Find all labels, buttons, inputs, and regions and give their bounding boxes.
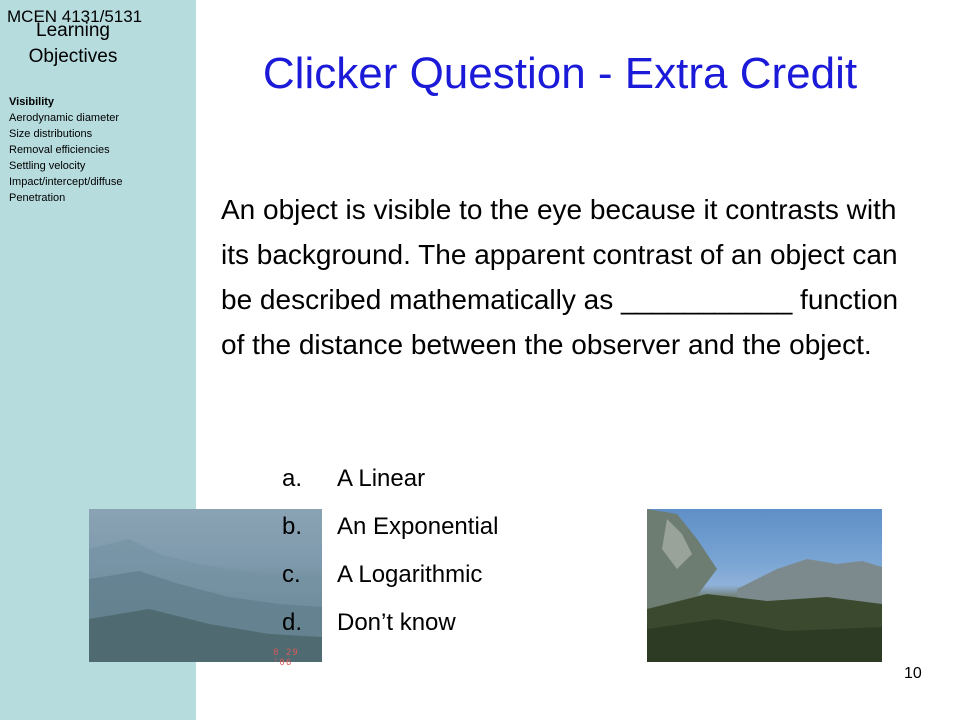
clear-mountain-photo bbox=[647, 509, 882, 662]
photo-date-stamp: 8 29 '06 bbox=[273, 648, 299, 668]
answer-text: A Linear bbox=[337, 465, 426, 492]
topic-item: Size distributions bbox=[9, 128, 93, 140]
answer-text: Don’t know bbox=[337, 609, 456, 636]
topic-list bbox=[9, 94, 123, 206]
answer-option bbox=[282, 551, 498, 599]
answer-letter: a. bbox=[282, 465, 303, 492]
topic-item: Penetration bbox=[9, 192, 66, 204]
topic-item: Impact/intercept/diffuse bbox=[9, 176, 123, 188]
answer-option bbox=[282, 599, 498, 647]
topic-item: Removal efficiencies bbox=[9, 144, 110, 156]
topic-item: Visibility bbox=[9, 96, 55, 108]
learning-objectives-heading: Learning Objectives bbox=[28, 20, 118, 67]
topic-item: Settling velocity bbox=[9, 160, 86, 172]
answer-option bbox=[282, 503, 498, 551]
answer-letter: c. bbox=[282, 561, 301, 588]
topic-item: Aerodynamic diameter bbox=[9, 112, 120, 124]
page-number: 10 bbox=[904, 665, 922, 682]
clear-mountain-drawing bbox=[647, 509, 882, 662]
answer-letter: d. bbox=[282, 609, 303, 636]
answer-list bbox=[282, 455, 498, 647]
answer-text: A Logarithmic bbox=[337, 561, 483, 588]
answer-text: An Exponential bbox=[337, 513, 499, 540]
slide-title: Clicker Question - Extra Credit bbox=[262, 49, 858, 98]
course-code: MCEN 4131/5131 bbox=[7, 7, 143, 26]
answer-letter: b. bbox=[282, 513, 303, 540]
question-text: An object is visible to the eye because it contrasts with its background. The apparent contrast of an object can be described mathematically as ___________ function of the distance between the observer and the object. bbox=[221, 194, 899, 360]
answer-option bbox=[282, 455, 498, 503]
